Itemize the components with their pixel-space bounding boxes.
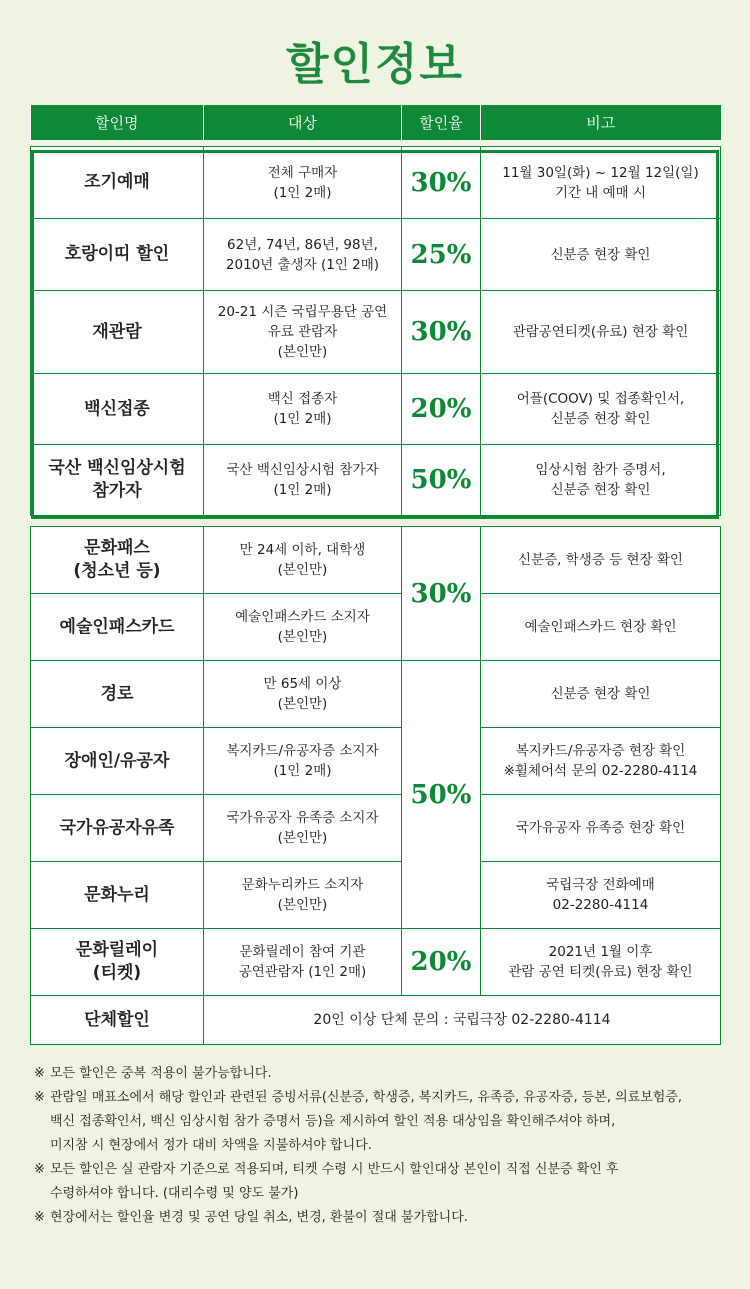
row-name: 경로: [31, 661, 204, 728]
discount-table: [30, 105, 720, 1045]
row-rate: 30%: [402, 527, 481, 661]
table-header-row: [31, 105, 721, 140]
row-rate: 50%: [402, 445, 481, 516]
row-name: 예술인패스카드: [31, 594, 204, 661]
row-name: 문화릴레이 (티켓): [31, 929, 204, 996]
note-text: 모든 할인은 실 관람자 기준으로 적용되며, 티켓 수령 시 반드시 할인대상 본인이 직접 신분증 확인 후 수령하셔야 합니다. (대리수령 및 양도 불가): [50, 1162, 619, 1201]
header-name: 할인명: [31, 105, 204, 140]
row-target: 문화릴레이 참여 기관 공연관람자 (1인 2매): [204, 929, 402, 996]
row-note: 11월 30일(화) ~ 12월 12일(일) 기간 내 예매 시: [481, 147, 721, 219]
header-rate: 할인율: [402, 105, 481, 140]
note-item: [34, 1086, 744, 1158]
row-target: 국산 백신임상시험 참가자 (1인 2매): [204, 445, 402, 516]
row-note: 임상시험 참가 증명서, 신분증 현장 확인: [481, 445, 721, 516]
row-name: 조기예매: [31, 147, 204, 219]
row-target: 62년, 74년, 86년, 98년, 2010년 출생자 (1인 2매): [204, 219, 402, 291]
header-target: 대상: [204, 105, 402, 140]
row-target: 20-21 시즌 국립무용단 공연 유료 관람자 (본인만): [204, 291, 402, 374]
row-name: 문화누리: [31, 862, 204, 929]
table-row: [31, 795, 721, 862]
row-note: 국가유공자 유족증 현장 확인: [481, 795, 721, 862]
row-note: 관람공연티켓(유료) 현장 확인: [481, 291, 721, 374]
table-row: [31, 929, 721, 996]
row-rate: 30%: [402, 291, 481, 374]
note-text: 현장에서는 할인율 변경 및 공연 당일 취소, 변경, 환불이 절대 불가합니다.: [50, 1210, 468, 1225]
table-row: [31, 219, 721, 291]
row-note: 신분증, 학생증 등 현장 확인: [481, 527, 721, 594]
row-note: 복지카드/유공자증 현장 확인 ※휠체어석 문의 02-2280-4114: [481, 728, 721, 795]
notes-section: [34, 1062, 744, 1230]
row-note: 2021년 1월 이후 관람 공연 티켓(유료) 현장 확인: [481, 929, 721, 996]
row-rate: 30%: [402, 147, 481, 219]
row-rate: 50%: [402, 661, 481, 929]
note-mark: ※: [34, 1066, 45, 1081]
page-title: 할인정보: [285, 39, 464, 90]
row-target: 복지카드/유공자증 소지자 (1인 2매): [204, 728, 402, 795]
table-row: [31, 291, 721, 374]
header-note: 비고: [481, 105, 721, 140]
row-note: 예술인패스카드 현장 확인: [481, 594, 721, 661]
row-rate: 20%: [402, 374, 481, 445]
table-row: [31, 594, 721, 661]
row-name: 재관람: [31, 291, 204, 374]
row-rate: 25%: [402, 219, 481, 291]
row-target: 만 65세 이상 (본인만): [204, 661, 402, 728]
row-name: 백신접종: [31, 374, 204, 445]
table-row: [31, 661, 721, 728]
note-mark: ※: [34, 1210, 45, 1225]
note-item: [34, 1158, 744, 1206]
table-row: [31, 527, 721, 594]
table-row: [31, 728, 721, 795]
row-target: 국가유공자 유족증 소지자 (본인만): [204, 795, 402, 862]
row-target: 예술인패스카드 소지자 (본인만): [204, 594, 402, 661]
row-target: 백신 접종자 (1인 2매): [204, 374, 402, 445]
table-row: [31, 862, 721, 929]
row-note: 신분증 현장 확인: [481, 219, 721, 291]
table-row: [31, 147, 721, 219]
note-item: [34, 1206, 744, 1230]
table-row: [31, 996, 721, 1045]
note-mark: ※: [34, 1090, 45, 1105]
table-row: [31, 374, 721, 445]
group-discount-info: 20인 이상 단체 문의 : 국립극장 02-2280-4114: [204, 996, 721, 1045]
note-mark: ※: [34, 1162, 45, 1177]
row-name: 장애인/유공자: [31, 728, 204, 795]
row-target: 전체 구매자 (1인 2매): [204, 147, 402, 219]
row-name: 호랑이띠 할인: [31, 219, 204, 291]
row-name: 단체할인: [31, 996, 204, 1045]
row-name: 국산 백신임상시험 참가자: [31, 445, 204, 516]
row-note: 어플(COOV) 및 접종확인서, 신분증 현장 확인: [481, 374, 721, 445]
row-note: 신분증 현장 확인: [481, 661, 721, 728]
row-rate: 20%: [402, 929, 481, 996]
note-item: [34, 1062, 744, 1086]
table-row: [31, 445, 721, 516]
row-note: 국립극장 전화예매 02-2280-4114: [481, 862, 721, 929]
row-name: 국가유공자유족: [31, 795, 204, 862]
note-text: 모든 할인은 중복 적용이 불가능합니다.: [50, 1066, 272, 1081]
note-text: 관람일 매표소에서 해당 할인과 관련된 증빙서류(신분증, 학생증, 복지카드, 유족증, 유공자증, 등본, 의료보험증, 백신 접종확인서, 백신 임상시험 참가 증명서 등)을 제시하여 할인 적용 대상임을 확인해주셔야 하며, 미지참 시 현장에서 정가 대비 차액을 지불하셔야 합니다.: [50, 1090, 683, 1153]
row-target: 만 24세 이하, 대학생 (본인만): [204, 527, 402, 594]
row-name: 문화패스 (청소년 등): [31, 527, 204, 594]
row-target: 문화누리카드 소지자 (본인만): [204, 862, 402, 929]
